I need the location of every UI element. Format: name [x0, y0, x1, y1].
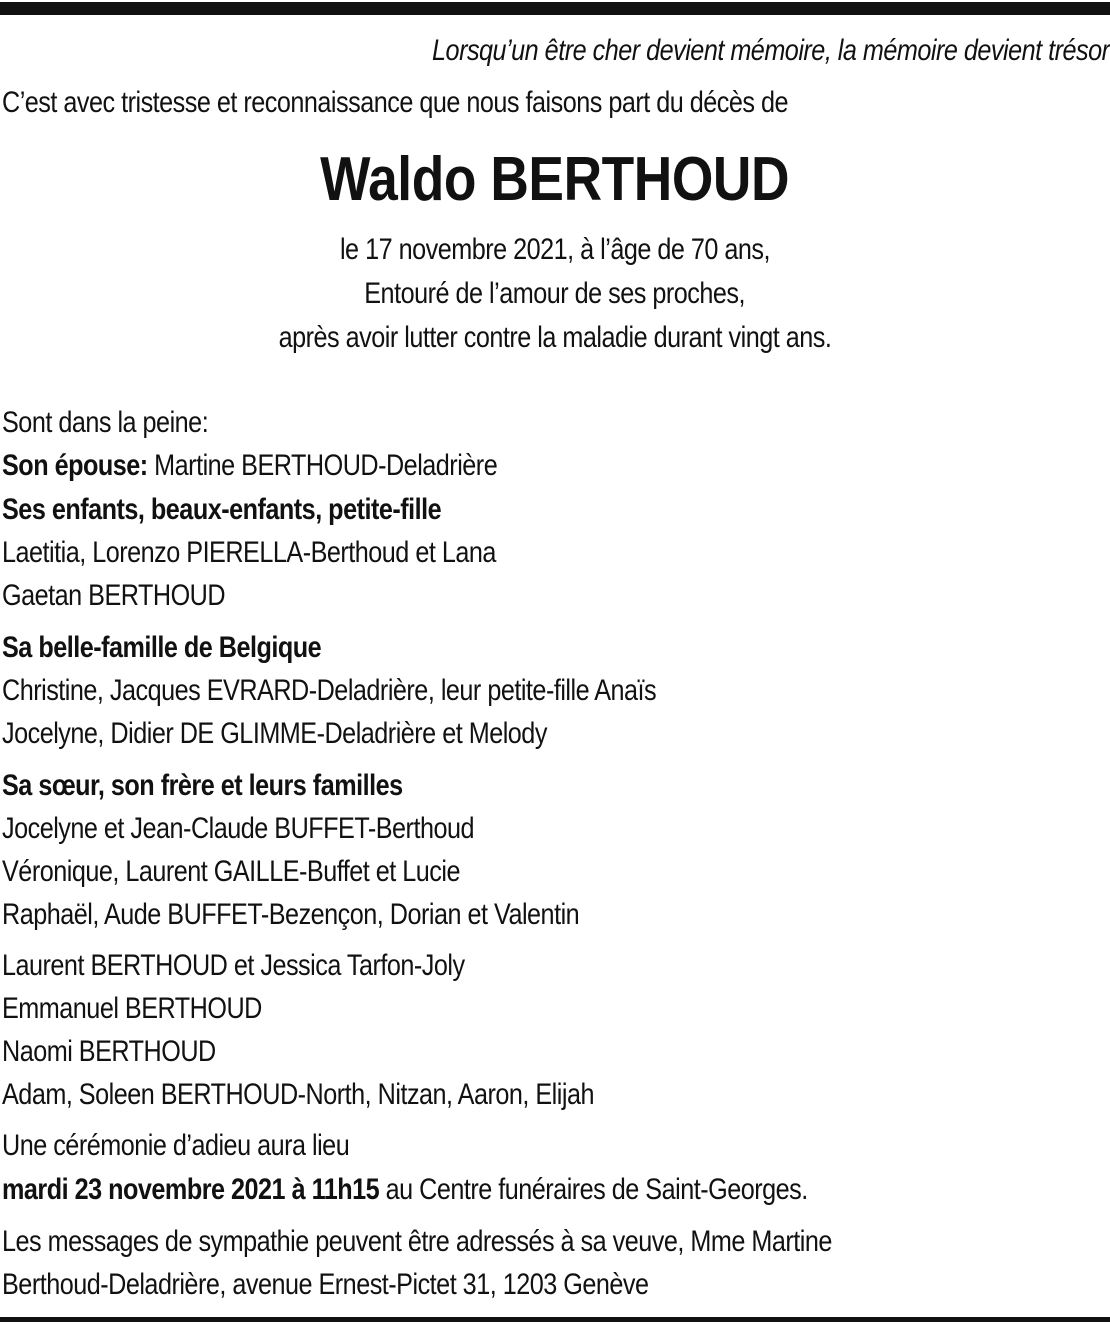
spouse-label: Son épouse:: [2, 449, 148, 482]
ceremony-intro: Une cérémonie d’adieu aura lieu: [2, 1129, 350, 1162]
epigraph: Lorsqu’un être cher devient mémoire, la mémoire devient trésor: [432, 34, 1110, 67]
children-heading-text: Ses enfants, beaux-enfants, petite-fille: [2, 493, 442, 526]
inlaws-line: Jocelyne, Didier DE GLIMME-Deladrière et Melody: [2, 717, 547, 750]
death-date-text: le 17 novembre 2021, à l’âge de 70 ans,: [339, 233, 771, 266]
children-line: Laetitia, Lorenzo PIERELLA-Berthoud et Lana: [2, 536, 496, 569]
messages-line: Les messages de sympathie peuvent être adressés à sa veuve, Mme Martine: [2, 1225, 832, 1258]
siblings-line: Raphaël, Aude BUFFET-Bezençon, Dorian et Valentin: [2, 898, 580, 931]
bottom-rule: [0, 1317, 1110, 1322]
siblings-line: Laurent BERTHOUD et Jessica Tarfon-Joly: [2, 949, 465, 982]
children-heading: [2, 492, 441, 528]
siblings-heading: [2, 768, 403, 804]
surrounded-line: [0, 276, 1110, 312]
inlaws-line: Christine, Jacques EVRARD-Deladrière, leur petite-fille Anaïs: [2, 674, 657, 707]
top-rule: [0, 2, 1110, 15]
siblings-line: Véronique, Laurent GAILLE-Buffet et Lucie: [2, 855, 460, 888]
deceased-name-text: Waldo BERTHOUD: [320, 145, 790, 214]
deceased-name: [0, 144, 1110, 216]
children-line: Gaetan BERTHOUD: [2, 579, 226, 612]
spouse-name: Martine BERTHOUD-Deladrière: [154, 449, 498, 482]
ceremony-place: au Centre funéraires de Saint-Georges.: [385, 1173, 808, 1206]
ceremony-date: mardi 23 novembre 2021 à 11h15: [2, 1173, 380, 1206]
inlaws-heading-text: Sa belle-famille de Belgique: [2, 631, 322, 664]
messages-line: Berthoud-Deladrière, avenue Ernest-Pictet 31, 1203 Genève: [2, 1268, 649, 1301]
spouse-line: [2, 448, 497, 484]
illness-line: [0, 320, 1110, 356]
illness-text: après avoir lutter contre la maladie durant vingt ans.: [278, 321, 832, 354]
mourners-intro: Sont dans la peine:: [2, 406, 209, 439]
siblings-line: Naomi BERTHOUD: [2, 1035, 216, 1068]
siblings-line: Emmanuel BERTHOUD: [2, 992, 262, 1025]
intro-text: C’est avec tristesse et reconnaissance que nous faisons part du décès de: [2, 86, 788, 119]
siblings-line: Jocelyne et Jean-Claude BUFFET-Berthoud: [2, 812, 475, 845]
inlaws-heading: [2, 630, 321, 666]
ceremony-line: [2, 1172, 808, 1208]
siblings-line: Adam, Soleen BERTHOUD-North, Nitzan, Aaron, Elijah: [2, 1078, 595, 1111]
surrounded-text: Entouré de l’amour de ses proches,: [364, 277, 746, 310]
siblings-heading-text: Sa sœur, son frère et leurs familles: [2, 769, 403, 802]
death-date-line: [0, 232, 1110, 268]
